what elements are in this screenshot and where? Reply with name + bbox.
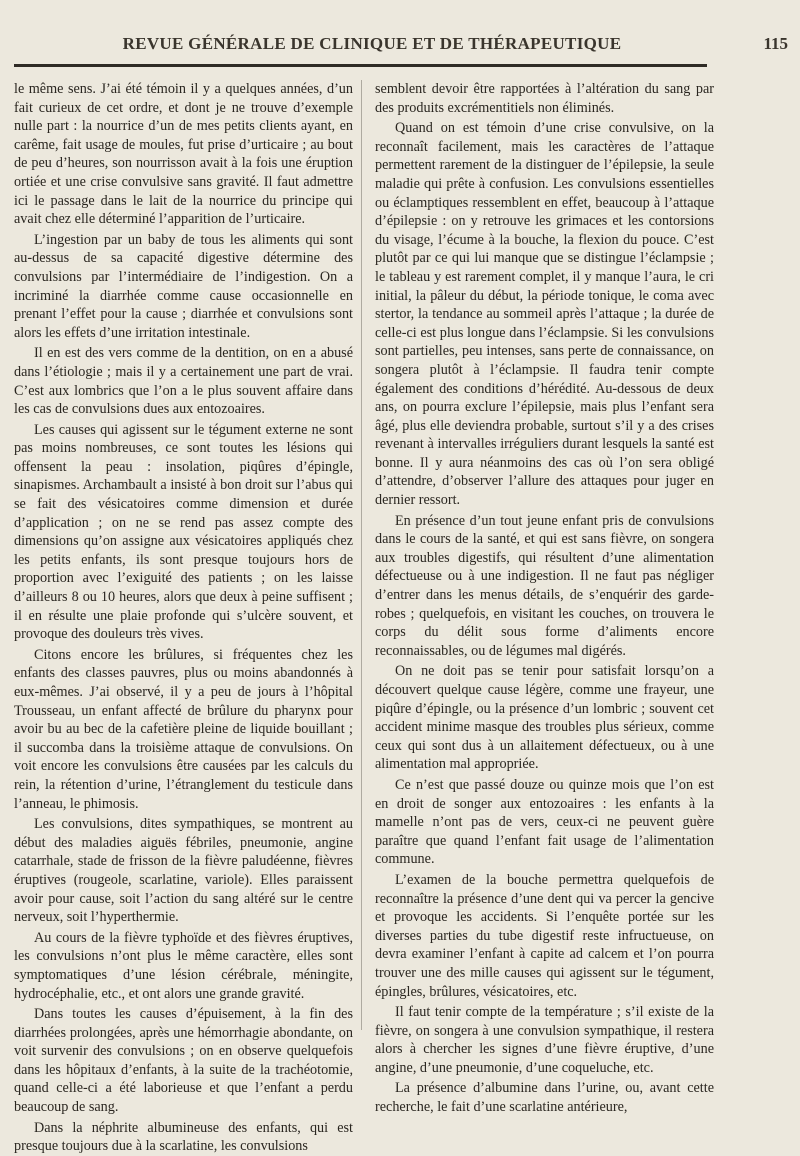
paragraph: Ce n’est que passé douze ou quinze mois que l’on est en droit de songer aux entozoaires : les enfants à la mamelle n’ont pas de vers, ceux-ci ne peuvent guère paraître que quand l’enfant fait usage de l’alimentation commune. [375,776,714,868]
page-number: 115 [763,34,788,53]
left-column [14,80,353,1155]
paragraph: On ne doit pas se tenir pour satisfait lorsqu’on a découvert quelque cause légère, comme une frayeur, une piqûre d’épingle, ou la présence d’un lombric ; souvent cet accident minime masque des troubles plus sérieux, comme ceux qui sont dus à un allaitement défectueux, ou à une alimentation mal appropriée. [375,663,714,773]
paragraph: Dans la néphrite albumineuse des enfants, qui est presque toujours due à la scarlatine, les convulsions [14,1119,353,1155]
paragraph: Il en est des vers comme de la dentition, on en a abusé dans l’étiologie ; mais il y a certainement une part de vrai. C’est aux lombrics que l’on a le plus souvent affaire dans les cas de convulsions dues aux entozoaires. [14,345,353,418]
paragraph: Les convulsions, dites sympathiques, se montrent au début des maladies aiguës fébriles, pneumonie, angine catarrhale, stade de frisson de la fièvre paludéenne, fièvres éruptives (rougeole, scarlatine, variole). Elles paraissent avoir pour cause, soit l’action du sang altéré sur le centre nerveux, soit l’hyperthermie. [14,816,353,926]
header-rule [14,64,707,67]
paragraph: semblent devoir être rapportées à l’altération du sang par des produits excrémentitiels non éliminés. [375,81,714,116]
paragraph: le même sens. J’ai été témoin il y a quelques années, d’un fait curieux de cet ordre, et dont je ne trouve d’exemple nulle part : la nourrice d’un de mes petits clients ayant, en carême, fait usage de moules, fut prise d’urticaire ; au bout de peu d’heures, son nourrisson avait à la fois une éruption ortiée et une crise convulsive sans gravité. Il faut admettre ici le passage dans le lait de la nourrice du principe qui avait chez elle déterminé l’apparition de l’urticaire. [14,81,353,228]
paragraph: Citons encore les brûlures, si fréquentes chez les enfants des classes pauvres, plus ou moins abandonnés à eux-mêmes. J’ai observé, il y a peu de jours à l’hôpital Trousseau, un enfant affecté de brûlure du pharynx pour avoir bu au bec de la cafetière pleine de liquide bouillant ; il succomba dans la troisième attaque de convulsions. On voit encore les convulsions être causées par les calculs du rein, la rétention d’urine, l’étranglement du testicule dans l’anneau, le phimosis. [14,646,353,812]
paragraph: En présence d’un tout jeune enfant pris de convulsions dans le cours de la santé, et qui est sans fièvre, on songera aux troubles digestifs, qui résultent d’une alimentation défectueuse ou à une indigestion. Il ne faut pas négliger d’entrer dans les menus détails, de s’enquérir des garde-robes ; quelquefois, en visitant les couches, on trouvera le corps du délit sous forme d’aliments encore reconnaissables, ou de légumes mal digérés. [375,512,714,659]
paragraph: Au cours de la fièvre typhoïde et des fièvres éruptives, les convulsions n’ont plus le même caractère, elles sont symptomatiques d’une lésion cérébrale, méningite, hydrocéphalie, etc., et ont alors une grande gravité. [14,929,353,1002]
paragraph: Quand on est témoin d’une crise convulsive, on la reconnaît facilement, mais les caractères de l’attaque permettent rarement de la distinguer de l’épilepsie, la seule maladie qui prête à confusion. Les convulsions essentielles ou éclamptiques ressemblent en effet, beaucoup à l’attaque d’épilepsie : on y retrouve les grimaces et les contorsions du visage, l’écume à la bouche, la flexion du pouce. C’est plutôt par ce qui lui manque que se distingue l’éclampsie ; le tableau y est rarement complet, il y manque l’aura, le cri initial, la pâleur du début, la période tonique, le coma avec stertor, la tendance au sommeil après l’attaque ; la durée de celle-ci est plus longue dans l’éclampsie. Si les convulsions sont partielles, peu intenses, sans perte de connaissance, on songera plutôt à l’éclampsie. Il faudra tenir compte également des conditions d’hérédité. Au-dessous de deux ans, on pourra exclure l’épilepsie, mais plus l’enfant sera âgé, plus elle deviendra probable, surtout s’il y a des crises revenant à intervalles irréguliers durant lesquels la santé est bonne. Il y aura néanmoins des cas où l’on sera obligé d’attendre, d’observer l’allure des attaques pour juger en dernier ressort. [375,120,714,509]
page-header [14,34,788,64]
paragraph: L’examen de la bouche permettra quelquefois de reconnaître la présence d’une dent qui va percer la gencive et provoque les accidents. Si l’enquête portée sur les diverses parties du tube digestif reste infructueuse, on devra examiner l’enfant à capite ad calcem et l’on pourra trouver une des mille causes qui agissent sur le tégument, épingles, brûlures, vésicatoires, etc. [375,871,714,1000]
paragraph: L’ingestion par un baby de tous les aliments qui sont au-dessus de sa capacité digestive détermine des convulsions par l’intermédiaire de l’indigestion. On a incriminé la diarrhée comme cause occasionnelle en prenant l’effet pour la cause ; diarrhée et convulsions sont alors les effets d’une irritation intestinale. [14,231,353,341]
paragraph: Il faut tenir compte de la température ; s’il existe de la fièvre, on songera à une convulsion sympathique, il restera alors à chercher les signes d’une fièvre éruptive, d’une angine, d’une pneumonie, d’une coqueluche, etc. [375,1004,714,1076]
right-column [375,80,714,1116]
column-divider [361,80,362,1030]
running-title: REVUE GÉNÉRALE DE CLINIQUE ET DE THÉRAPEUTIQUE [122,34,622,53]
paragraph: La présence d’albumine dans l’urine, ou, avant cette recherche, le fait d’une scarlatine antérieure, [375,1080,714,1116]
text-columns [14,80,714,1155]
paragraph: Les causes qui agissent sur le tégument externe ne sont pas moins nombreuses, ce sont toutes les lésions qui offensent la peau : insolation, piqûres d’épingle, sinapismes. Archambault a insisté à bon droit sur l’abus qui se fait des vésicatoires comme dimension et durée d’application ; on ne se rend pas assez compte des dimensions qu’on assigne aux vésicatoires appliqués chez les petits enfants, ils sont presque toujours hors de proportion avec l’exiguité des patients ; on les laisse d’ailleurs 8 ou 10 heures, alors que deux à peine suffisent ; il en résulte une plaie profonde qui s’ulcère souvent, et provoque des douleurs très vives. [14,421,353,643]
paragraph: Dans toutes les causes d’épuisement, à la fin des diarrhées prolongées, après une hémorrhagie abondante, on voit survenir des convulsions ; on en observe quelquefois dans les hôpitaux d’enfants, à la suite de la trachéotomie, quand celle-ci a été laborieuse et que l’enfant a perdu beaucoup de sang. [14,1006,353,1116]
